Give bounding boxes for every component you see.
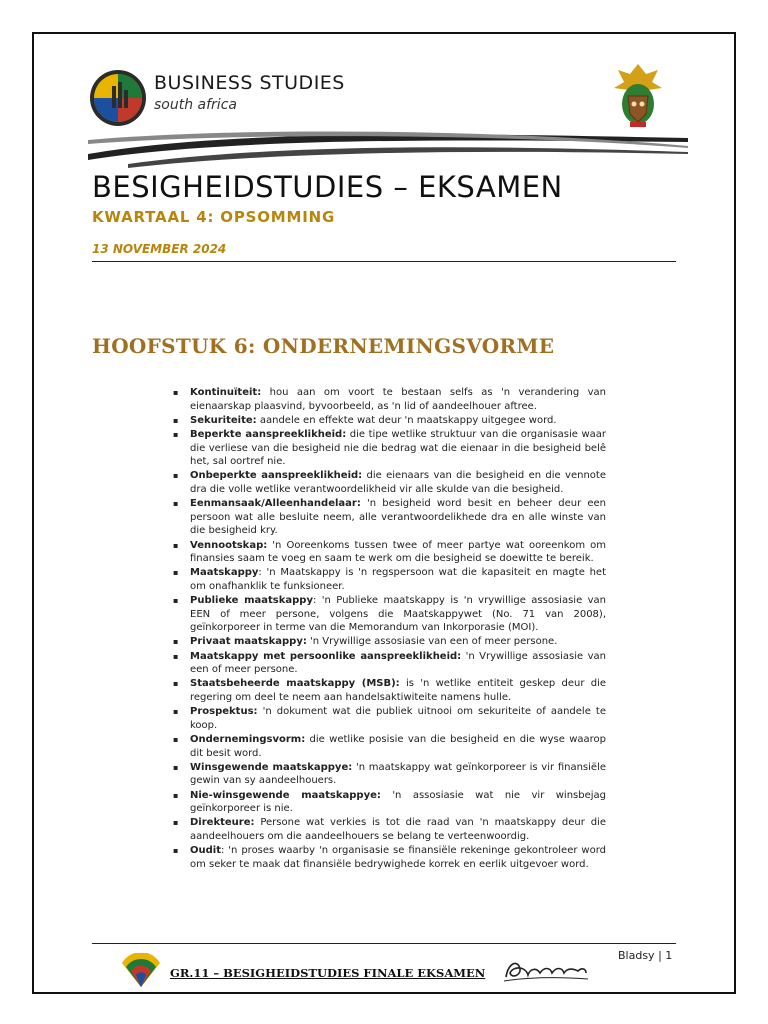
definition-item (170, 705, 606, 732)
definition-term: Maatskappy met persoonlike aanspreeklikheid: (190, 650, 462, 662)
definition-term: Prospektus: (190, 706, 258, 718)
definition-item (170, 469, 606, 496)
bullet-icon: ▪ (173, 790, 179, 800)
definition-item (170, 733, 606, 760)
definition-text: 'n dokument wat die publiek uitnooi om sekuriteite of aandele te koop. (190, 706, 606, 731)
definition-term: Eenmansaak/Alleenhandelaar: (190, 498, 361, 510)
definition-text: : 'n Maatskappy is 'n regspersoon wat die kapasiteit en magte het om onafhanklik te funksioneer. (190, 567, 606, 592)
page-number: Bladsy | 1 (618, 949, 673, 962)
definition-item (170, 497, 606, 538)
definition-term: Oudit (190, 845, 221, 857)
bullet-icon: ▪ (173, 415, 179, 425)
definition-item (170, 594, 606, 635)
bullet-icon: ▪ (173, 471, 179, 481)
footer-divider (92, 943, 676, 944)
title-divider (92, 261, 676, 262)
bullet-icon: ▪ (173, 679, 179, 689)
definition-term: Direkteure: (190, 817, 255, 829)
business-studies-logo-icon (88, 68, 148, 128)
footer-title: GR.11 – BESIGHEIDSTUDIES FINALE EKSAMEN (170, 966, 486, 980)
footer-emblem-icon (118, 953, 164, 989)
definition-term: Beperkte aanspreeklikheid: (190, 428, 347, 440)
definition-text: die tipe wetlike struktuur van die organisasie waar die verliese van die besigheid nie die bedrag wat die eienaar in die besigheid belê het, sal oortref nie. (190, 428, 606, 468)
bullet-icon: ▪ (173, 637, 179, 647)
definition-text: 'n Vrywillige assosiasie van een of meer persone. (190, 650, 606, 676)
definition-text: 'n maatskappy wat geïnkorporeer is vir finansiële gewin van sy aandeelhouers. (190, 761, 606, 787)
document-header (88, 60, 688, 170)
definition-text: die wetlike posisie van die besigheid en die wyse waarop dit besit word. (190, 733, 606, 759)
bullet-icon: ▪ (173, 762, 179, 772)
exam-title: BESIGHEIDSTUDIES – EKSAMEN (92, 170, 563, 204)
bullet-icon: ▪ (173, 388, 179, 397)
definition-text: 'n assosiasie wat nie vir winsbejag geïnkorporeer is nie. (190, 789, 606, 815)
definition-text: : 'n proses waarby 'n organisasie se finansiële rekeninge gekontroleer word om seker te maak dat finansiële bedrywighede korrek en eerlik uitgevoer word. (190, 845, 606, 870)
definition-item (170, 539, 606, 566)
definition-term: Privaat maatskappy: (190, 636, 307, 648)
definition-text: : 'n Publieke maatskappy is 'n vrywillige assosiasie van EEN of meer persone, volgens die Maatskappywet (No. 71 van 2008), geïnkorporeer in terme van die Memorandum van Inkorporasie (MOI). (190, 595, 606, 634)
definition-text: die eienaars van die besigheid en die vennote dra die volle wetlike verantwoordelikheid vir alle skulde van die besigheid. (190, 470, 606, 495)
brand-title: BUSINESS STUDIES (154, 72, 345, 94)
definition-text: hou aan om voort te bestaan selfs as 'n verandering van eienaarskap plaasvind, byvoorbeeld, as 'n lid of aandeelhouer aftree. (190, 387, 606, 412)
bullet-icon: ▪ (173, 734, 179, 744)
definition-item (170, 428, 606, 469)
bullet-icon: ▪ (173, 429, 179, 439)
definition-text: 'n Ooreenkoms tussen twee of meer partye wat ooreenkom om finansies saam te voeg en saam te werk om die besigheid se doewitte te bereik. (190, 539, 606, 565)
definition-term: Ondernemingsvorm: (190, 733, 306, 745)
definition-term: Sekuriteite: (190, 414, 257, 426)
header-swoosh-decoration (88, 120, 688, 170)
definition-term: Nie-winsgewende maatskappye: (190, 789, 381, 801)
definition-term: Staatsbeheerde maatskappy (MSB): (190, 678, 400, 690)
definition-term: Publieke maatskappy (190, 595, 313, 607)
chapter-heading: HOOFSTUK 6: ONDERNEMINGSVORME (92, 334, 555, 358)
definition-item (170, 677, 606, 704)
definition-item (170, 566, 606, 593)
definition-term: Onbeperkte aanspreeklikheid: (190, 470, 363, 482)
definition-item (170, 789, 606, 816)
signature-image (500, 955, 590, 985)
definition-item (170, 386, 606, 413)
bullet-icon: ▪ (173, 707, 179, 717)
brand-subtitle: south africa (154, 97, 237, 113)
bullet-icon: ▪ (173, 499, 179, 509)
bullet-icon: ▪ (173, 846, 179, 856)
definition-text: Persone wat verkies is tot die raad van 'n maatskappy deur die aandeelhouers om die aandeelhouers se belang te verteenwoordig. (190, 817, 606, 842)
exam-subtitle: KWARTAAL 4: OPSOMMING (92, 208, 336, 226)
exam-date: 13 NOVEMBER 2024 (92, 242, 227, 256)
definition-item (170, 816, 606, 843)
definition-item (170, 635, 606, 649)
definition-item (170, 650, 606, 677)
bullet-icon: ▪ (173, 651, 179, 661)
definitions-list (170, 386, 606, 872)
definition-term: Maatskappy (190, 567, 259, 579)
definition-term: Vennootskap: (190, 539, 268, 551)
bullet-icon: ▪ (173, 596, 179, 606)
definition-text: is 'n wetlike entiteit geskep deur die regering om deel te neem aan handelsaktiwiteite namens hulle. (190, 678, 606, 703)
definition-text: 'n Vrywillige assosiasie van een of meer persone. (306, 636, 558, 648)
definition-item (170, 761, 606, 788)
definition-text: aandele en effekte wat deur 'n maatskappy uitgegee word. (256, 414, 557, 426)
definition-term: Winsgewende maatskappye: (190, 761, 353, 773)
definition-term: Kontinuïteit: (190, 387, 262, 398)
definition-item (170, 414, 606, 428)
bullet-icon: ▪ (173, 568, 179, 578)
bullet-icon: ▪ (173, 540, 179, 550)
definition-text: 'n besigheid word besit en beheer deur een persoon wat alle besluite neem, alle verantwoordelikhede dra en alle winste van die besigheid kry. (190, 498, 606, 537)
bullet-icon: ▪ (173, 818, 179, 828)
definition-item (170, 844, 606, 871)
